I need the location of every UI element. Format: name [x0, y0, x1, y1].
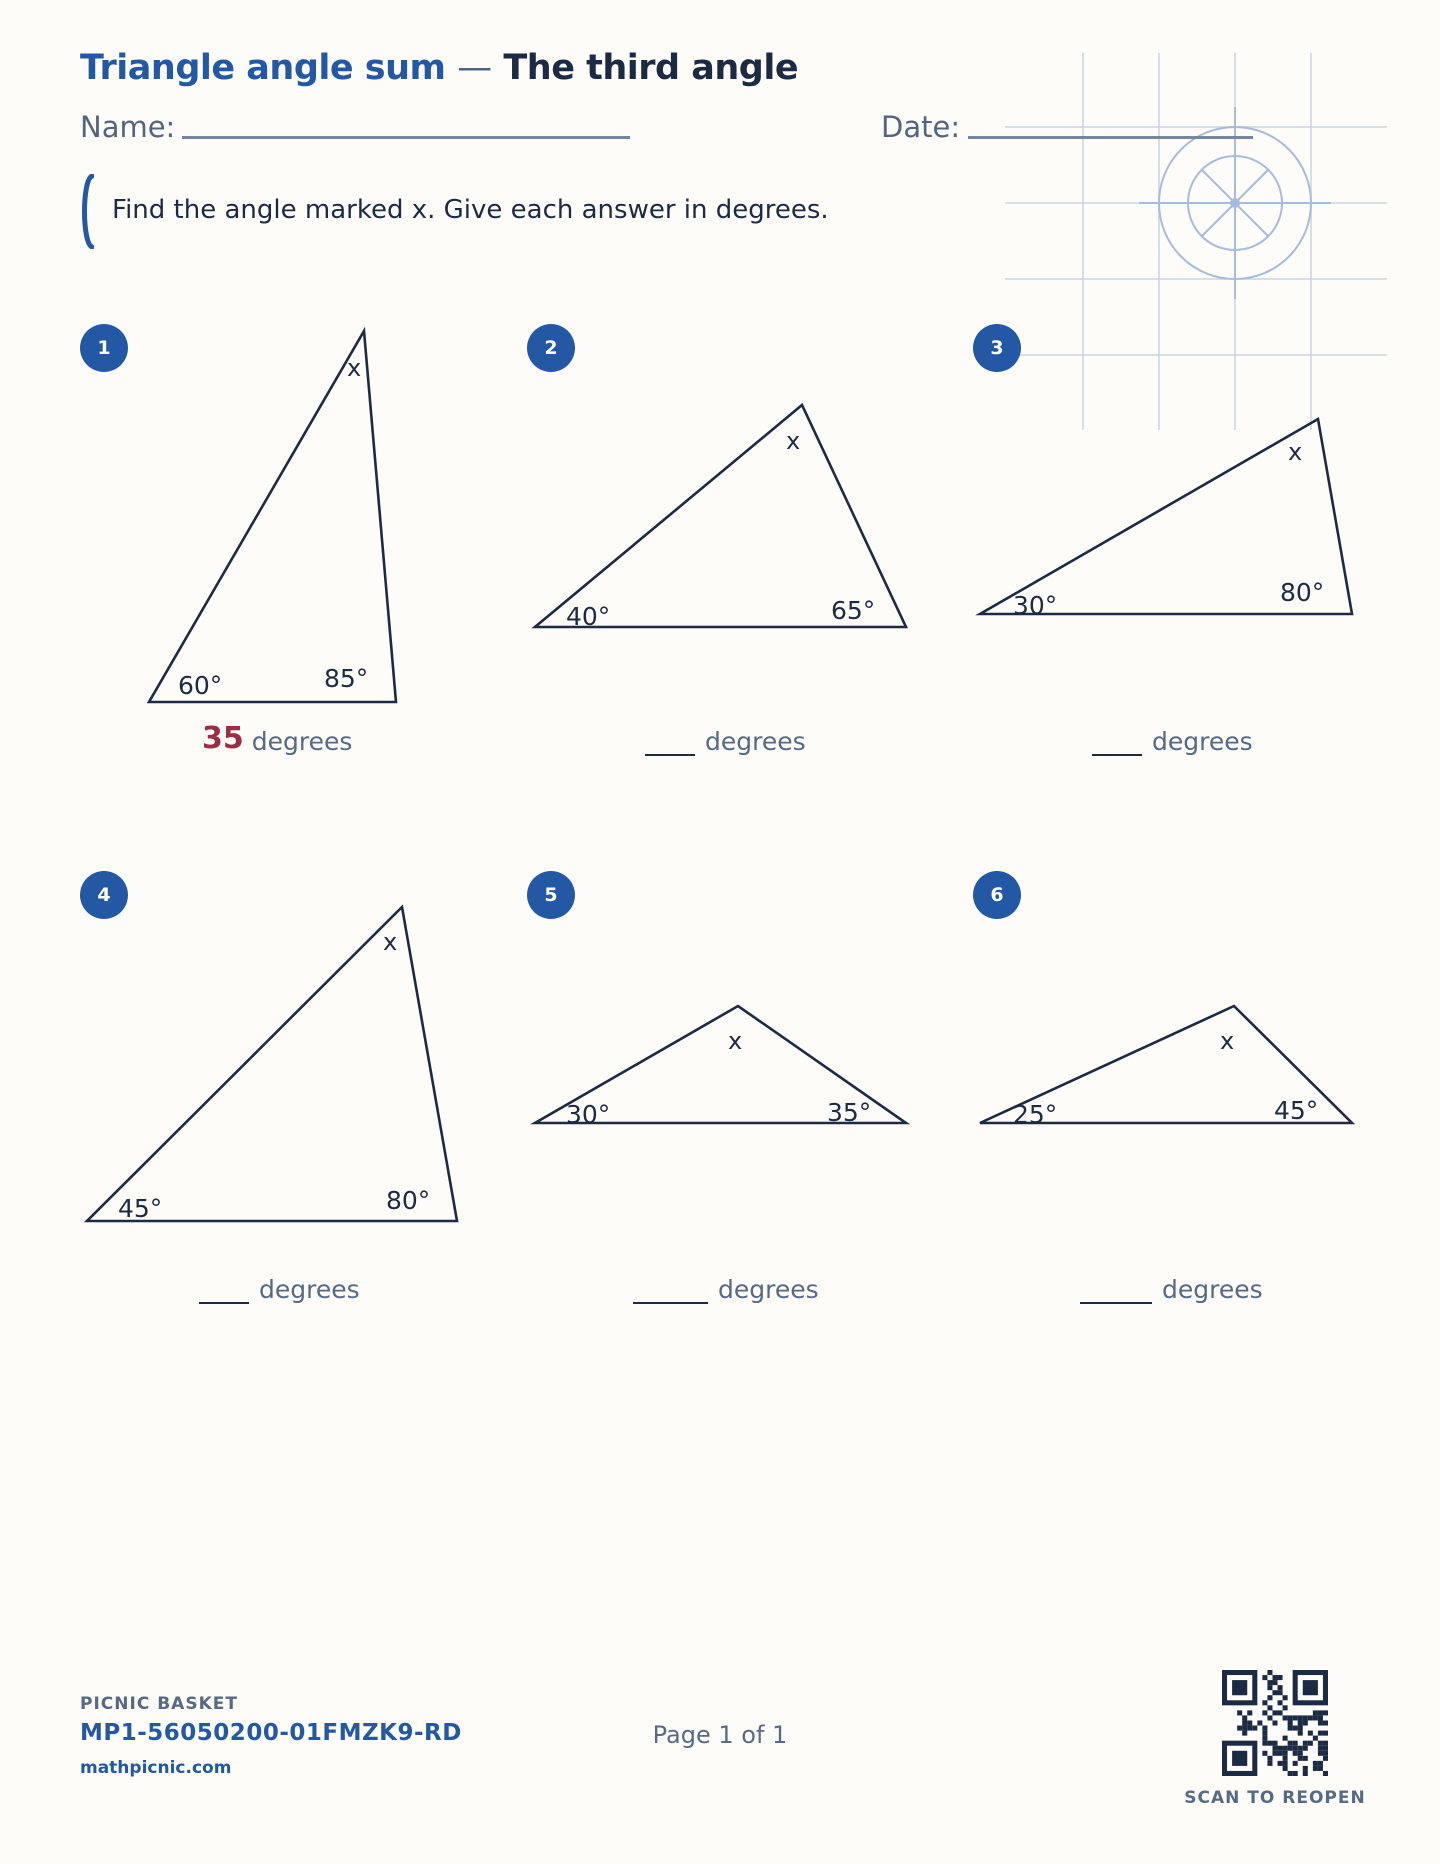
problem-6-badge: 6 — [973, 871, 1021, 919]
triangle-5-unknown: x — [728, 1027, 743, 1055]
problem-3-badge: 3 — [973, 324, 1021, 372]
brand-label: PICNIC BASKET — [80, 1694, 238, 1714]
triangle-1-left-angle: 60° — [178, 671, 223, 700]
problem-6-answer-blank[interactable] — [1080, 1280, 1152, 1304]
problem-4-unit: degrees — [259, 1275, 360, 1304]
qr-code-icon[interactable] — [1222, 1670, 1328, 1776]
triangle-4-unknown: x — [383, 928, 398, 956]
triangle-2-right-angle: 65° — [831, 596, 876, 625]
title-main: Triangle angle sum — [80, 48, 446, 88]
triangle-2-unknown: x — [786, 427, 801, 455]
problem-5-unit: degrees — [718, 1275, 819, 1304]
triangle-1-unknown: x — [347, 354, 362, 382]
problem-1-answer-value: 35 — [202, 721, 244, 756]
title-sub: The third angle — [503, 48, 799, 88]
triangle-6-unknown: x — [1220, 1027, 1235, 1055]
triangle-3-left-angle: 30° — [1013, 591, 1058, 620]
scan-label: SCAN TO REOPEN — [1184, 1788, 1366, 1808]
title-dash: — — [457, 48, 492, 88]
problem-6-unit: degrees — [1162, 1275, 1263, 1304]
triangle-4 — [87, 907, 457, 1221]
triangle-1-right-angle: 85° — [324, 664, 369, 693]
worksheet-code: MP1-56050200-01FMZK9-RD — [80, 1720, 462, 1746]
triangle-1 — [149, 331, 396, 702]
problem-3-answer-blank[interactable] — [1092, 732, 1142, 756]
triangle-4-right-angle: 80° — [386, 1186, 431, 1215]
problem-5-answer[interactable] — [633, 1270, 819, 1304]
problem-4-answer[interactable] — [199, 1270, 360, 1304]
problem-2-badge: 2 — [527, 324, 575, 372]
problem-5-badge: 5 — [527, 871, 575, 919]
problem-2-answer-blank[interactable] — [645, 732, 695, 756]
triangle-2 — [535, 405, 906, 627]
triangle-3-unknown: x — [1288, 438, 1303, 466]
site-link[interactable]: mathpicnic.com — [80, 1758, 232, 1778]
problem-1-answer[interactable] — [202, 722, 352, 756]
triangle-3-right-angle: 80° — [1280, 578, 1325, 607]
date-label: Date: — [881, 110, 961, 144]
page-number: Page 1 of 1 — [652, 1721, 788, 1749]
triangle-6-right-angle: 45° — [1274, 1096, 1319, 1125]
triangle-6-left-angle: 25° — [1013, 1100, 1058, 1129]
problem-3-unit: degrees — [1152, 727, 1253, 756]
triangle-4-left-angle: 45° — [118, 1194, 163, 1223]
triangle-5-right-angle: 35° — [827, 1098, 872, 1127]
problem-2-answer[interactable] — [645, 722, 806, 756]
problem-1-unit: degrees — [251, 727, 353, 756]
instruction-text: Find the angle marked x. Give each answer in degrees. — [112, 195, 829, 225]
triangle-5-left-angle: 30° — [566, 1100, 611, 1129]
problem-5-answer-blank[interactable] — [633, 1280, 708, 1304]
problem-1-badge: 1 — [80, 324, 128, 372]
problem-4-badge: 4 — [80, 871, 128, 919]
name-label: Name: — [80, 110, 176, 144]
problem-6-answer[interactable] — [1080, 1270, 1263, 1304]
triangle-2-left-angle: 40° — [566, 602, 611, 631]
problem-3-answer[interactable] — [1092, 722, 1253, 756]
problem-2-unit: degrees — [705, 727, 806, 756]
problem-4-answer-blank[interactable] — [199, 1280, 249, 1304]
